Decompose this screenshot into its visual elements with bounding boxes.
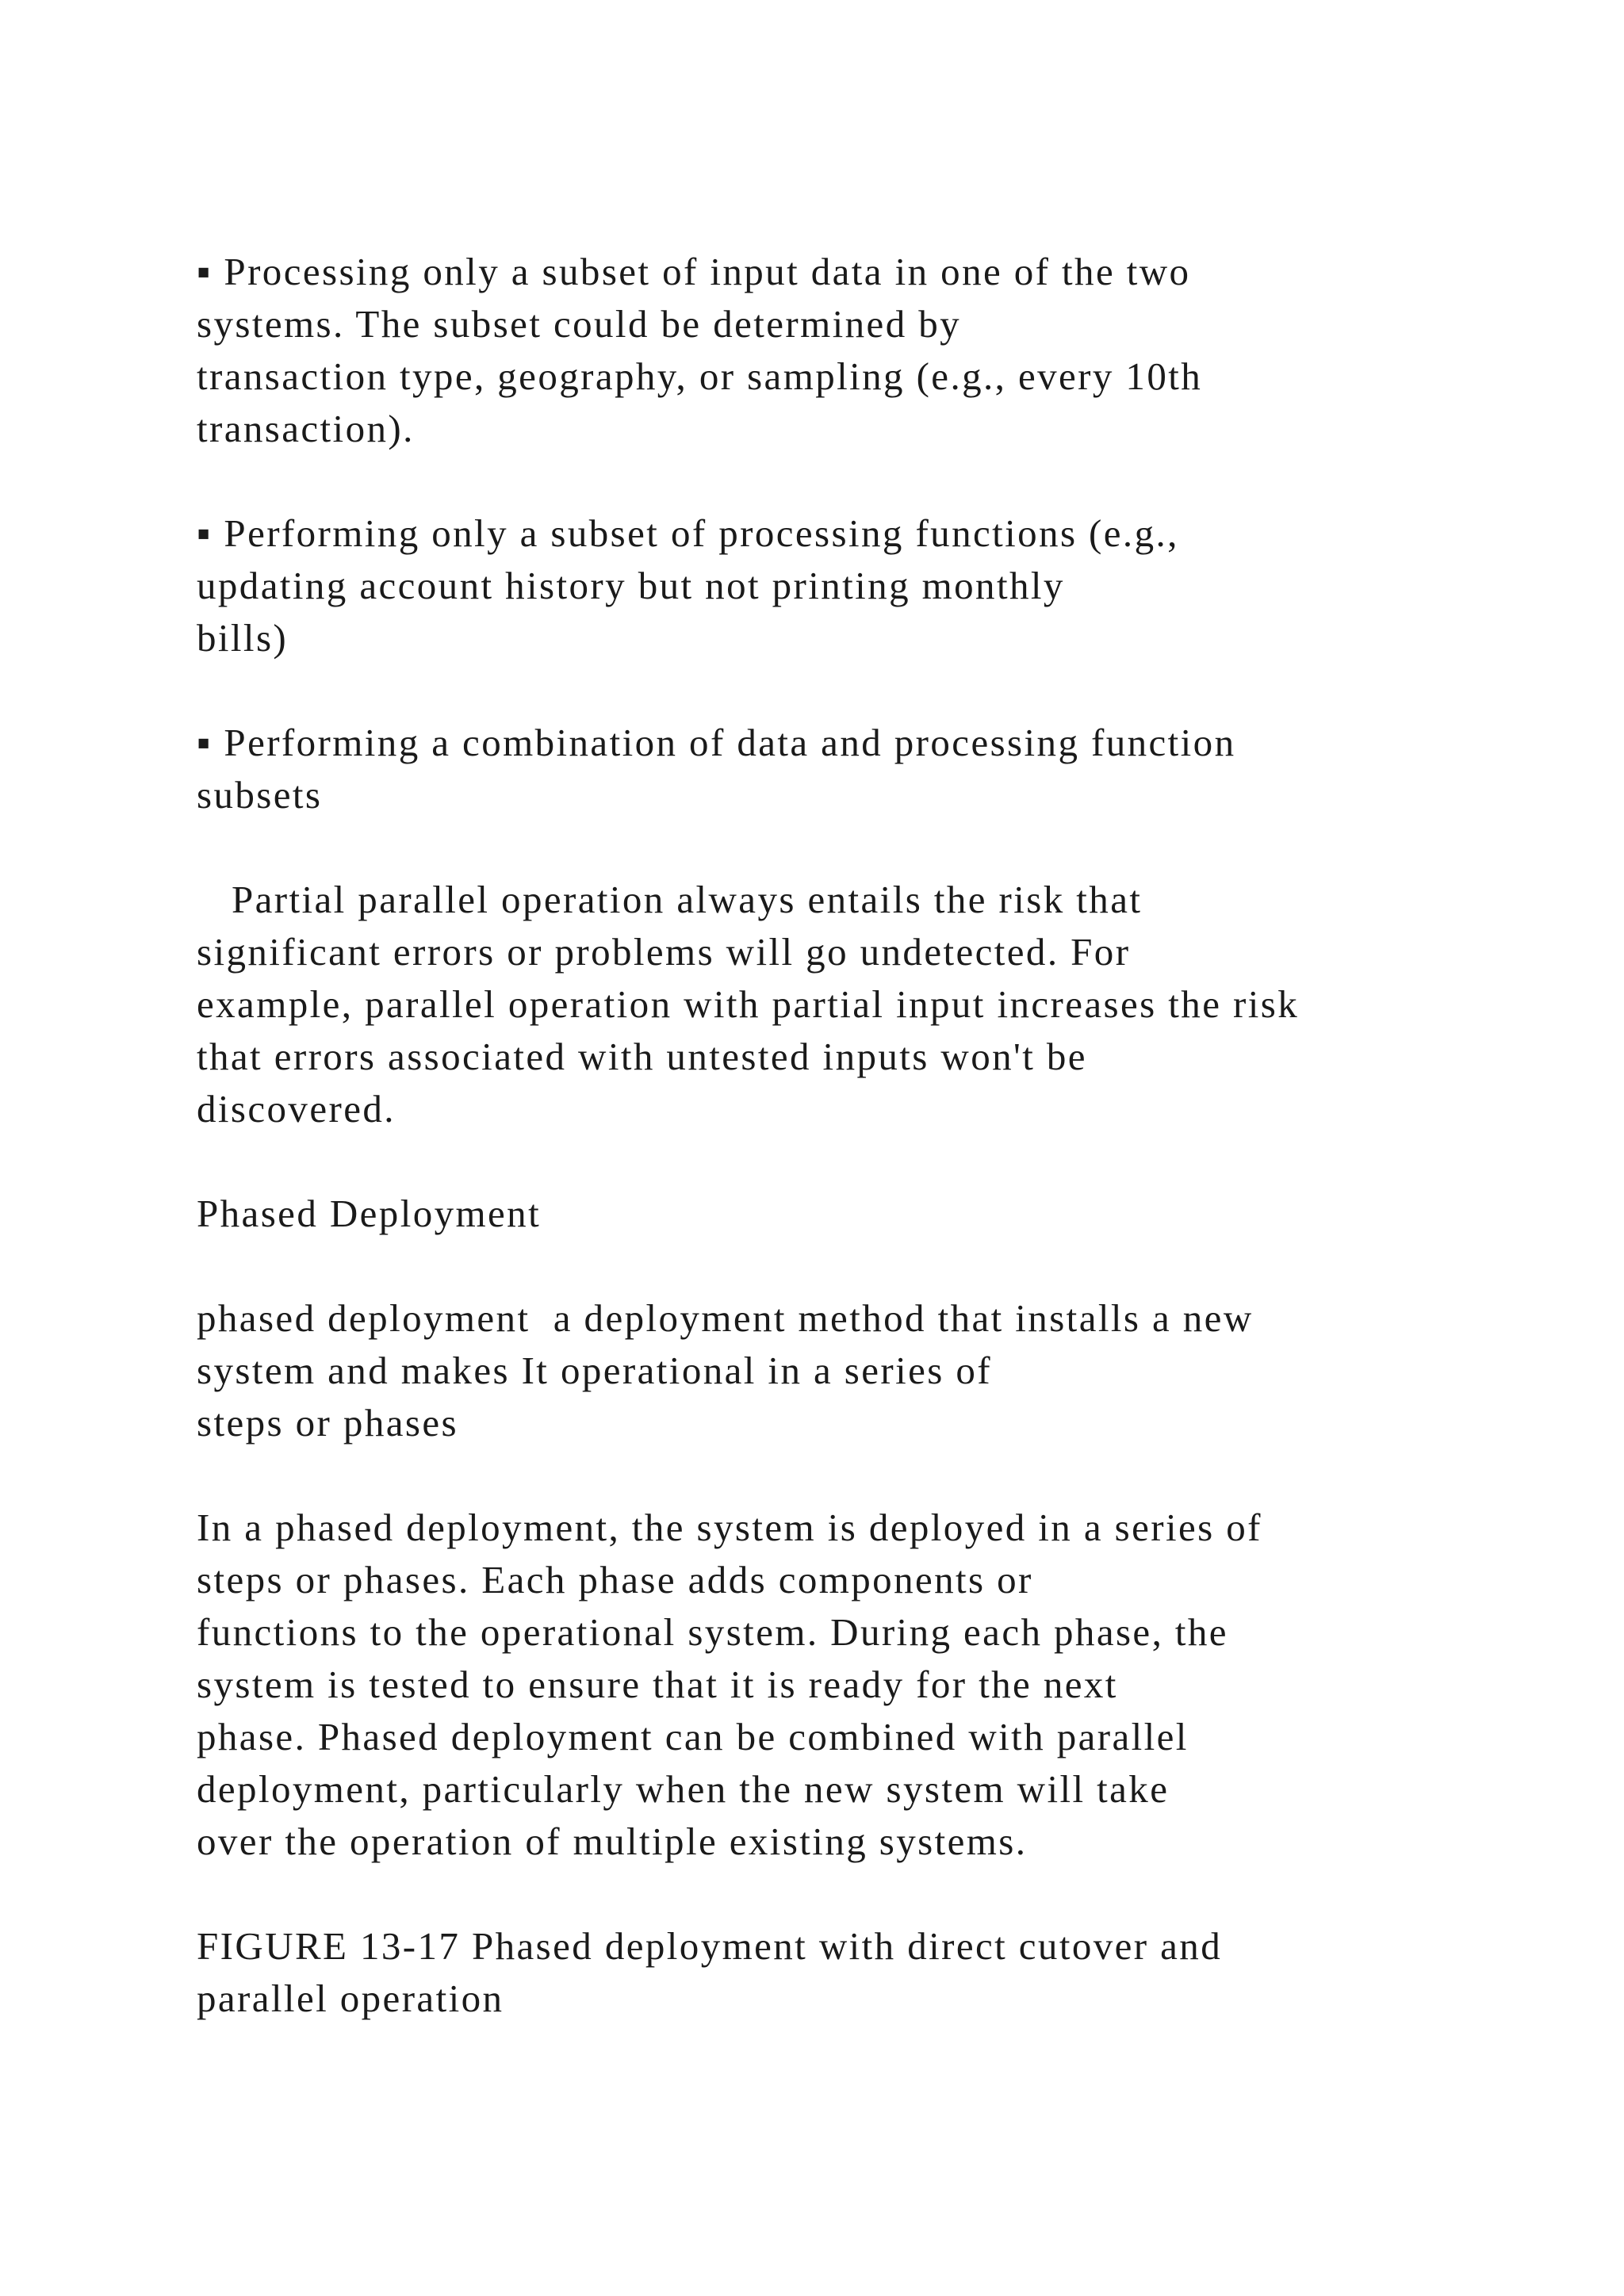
text-line: Partial parallel operation always entails the risk that [197, 878, 1143, 921]
bullet-paragraph-combination [197, 717, 1545, 821]
text-line: ▪ Performing a combination of data and processing function [197, 721, 1236, 764]
heading-text: Phased Deployment [197, 1192, 542, 1235]
text-line: deployment, particularly when the new system will take [197, 1767, 1170, 1811]
text-line: transaction). [197, 407, 415, 450]
paragraph-phased-deployment-description [197, 1502, 1545, 1868]
bullet-paragraph-input-subset [197, 246, 1545, 455]
bullet-paragraph-function-subset [197, 507, 1545, 664]
text-line: phased deployment a deployment method that installs a new [197, 1296, 1254, 1340]
text-line: system is tested to ensure that it is ready for the next [197, 1663, 1118, 1706]
text-line: ▪ Performing only a subset of processing functions (e.g., [197, 511, 1179, 555]
text-line: system and makes It operational in a series of [197, 1349, 993, 1392]
text-line: updating account history but not printing monthly [197, 564, 1065, 607]
text-line: functions to the operational system. During each phase, the [197, 1610, 1228, 1654]
text-line: that errors associated with untested inputs won't be [197, 1035, 1087, 1078]
text-line: parallel operation [197, 1976, 504, 2020]
text-line: FIGURE 13-17 Phased deployment with direct cutover and [197, 1924, 1223, 1968]
figure-caption [197, 1920, 1545, 2025]
text-line: steps or phases. Each phase adds components or [197, 1558, 1033, 1601]
text-line: systems. The subset could be determined by [197, 302, 962, 346]
document-body [197, 246, 1545, 2025]
text-line: subsets [197, 773, 323, 817]
text-line: In a phased deployment, the system is deployed in a series of [197, 1506, 1262, 1549]
text-line: discovered. [197, 1087, 396, 1131]
text-line: bills) [197, 616, 289, 660]
text-line: transaction type, geography, or sampling (e.g., every 10th [197, 354, 1203, 398]
text-line: significant errors or problems will go undetected. For [197, 930, 1131, 974]
definition-phased-deployment [197, 1292, 1545, 1449]
text-line: phase. Phased deployment can be combined with parallel [197, 1715, 1189, 1758]
text-line: ▪ Processing only a subset of input data in one of the two [197, 250, 1191, 293]
section-heading-phased-deployment [197, 1188, 1545, 1240]
text-line: steps or phases [197, 1401, 458, 1445]
text-line: over the operation of multiple existing systems. [197, 1820, 1028, 1863]
text-line: example, parallel operation with partial input increases the risk [197, 982, 1300, 1026]
paragraph-partial-parallel-risk [197, 874, 1545, 1135]
